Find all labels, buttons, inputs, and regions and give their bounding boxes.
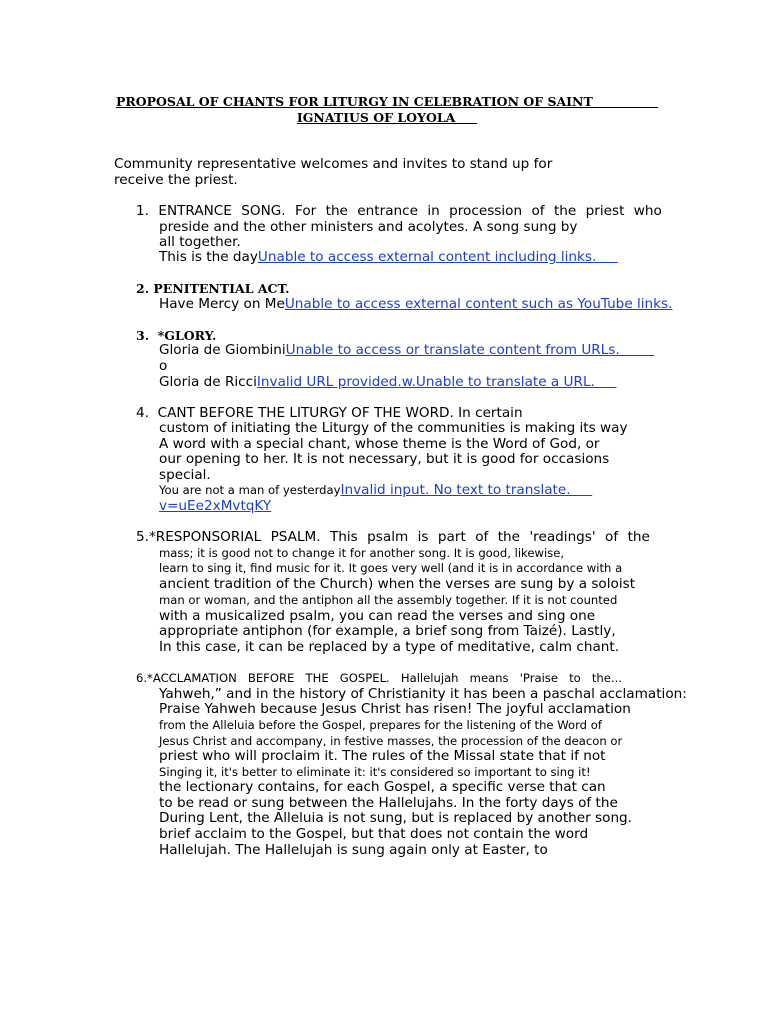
- psalm-text: mass; it is good not to change it for another song. It is good, likewise,: [159, 546, 565, 560]
- heading-word: This: [329, 529, 358, 545]
- penitential-act-row: [159, 296, 672, 312]
- heading-word: For: [294, 203, 317, 219]
- heading-word: the: [325, 203, 348, 219]
- intro-line-1: Community representative welcomes and invites to stand up for: [114, 156, 553, 172]
- cant-text: our opening to her. It is not necessary, but it is good for occasions: [159, 451, 610, 467]
- heading-word: 5.*RESPONSORIAL: [136, 529, 262, 545]
- heading-word: ENTRANCE: [158, 203, 232, 219]
- heading-word: BEFORE: [247, 671, 295, 685]
- heading-word: is: [417, 529, 429, 545]
- heading-word: 6.*ACCLAMATION: [136, 671, 237, 685]
- entrance-song-title-row: [159, 249, 618, 265]
- heading-word: Hallelujah: [400, 671, 459, 685]
- cant-song-row: [159, 482, 592, 498]
- acclamation-text: Praise Yahweh because Jesus Christ has risen! The joyful acclamation: [159, 701, 631, 717]
- heading-word: of: [531, 203, 545, 219]
- acclamation-text: to be read or sung between the Hallelujahs. In the forty days of the: [159, 795, 618, 811]
- heading-word: part: [437, 529, 466, 545]
- glory-song-row-2: [159, 374, 616, 390]
- heading-word: psalm: [367, 529, 409, 545]
- heading-word: who: [633, 203, 662, 219]
- psalm-heading: [136, 529, 650, 545]
- cant-text: special.: [159, 467, 211, 483]
- heading-word: the: [497, 529, 521, 545]
- acclamation-text: the lectionary contains, for each Gospel, a specific verse that can: [159, 779, 606, 795]
- entrance-song-text: preside and the other ministers and acolytes. A song sung by: [159, 219, 578, 235]
- psalm-text: learn to sing it, find music for it. It goes very well (and it is in accordance with a: [159, 561, 623, 575]
- cant-text: custom of initiating the Liturgy of the communities is making its way: [159, 420, 628, 436]
- heading-word: the: [553, 203, 577, 219]
- document-title-line-1: PROPOSAL OF CHANTS FOR LITURGY IN CELEBRATION OF SAINT: [115, 94, 659, 109]
- heading-word: of: [475, 529, 489, 545]
- psalm-text: appropriate antiphon (for example, a brief song from Taizé). Lastly,: [159, 623, 616, 639]
- cant-text: A word with a special chant, whose theme is the Word of God, or: [159, 436, 600, 452]
- entrance-song-heading: [136, 203, 662, 219]
- heading-word: priest: [585, 203, 625, 219]
- acclamation-text: During Lent, the Alleluia is not sung, but is replaced by another song.: [159, 810, 633, 826]
- cant-song: You are not a man of yesterday: [159, 483, 341, 497]
- heading-word: 'Praise: [519, 671, 558, 685]
- acclamation-text: priest who will proclaim it. The rules of the Missal state that if not: [159, 748, 606, 764]
- glory-song-2: Gloria de Ricci: [159, 374, 257, 390]
- cant-link-continued[interactable]: v=uEe2xMvtqKY: [159, 498, 272, 514]
- penitential-act-song: Have Mercy on Me: [159, 296, 285, 312]
- heading-word: 'readings': [529, 529, 596, 545]
- heading-word: entrance: [357, 203, 418, 219]
- heading-word: in: [427, 203, 440, 219]
- psalm-text: with a musicalized psalm, you can read the verses and sing one: [159, 608, 596, 624]
- entrance-song-text: all together.: [159, 234, 241, 250]
- heading-word: of: [605, 529, 619, 545]
- glory-link-2[interactable]: Invalid URL provided.w.Unable to translate a URL.: [256, 374, 617, 390]
- heading-word: procession: [449, 203, 523, 219]
- heading-word: PSALM.: [270, 529, 321, 545]
- acclamation-text: brief acclaim to the Gospel, but that does not contain the word: [159, 826, 589, 842]
- glory-heading: 3. *GLORY.: [136, 328, 217, 343]
- entrance-song-title: This is the day: [159, 249, 258, 265]
- intro-line-2: receive the priest.: [114, 172, 238, 188]
- acclamation-text: Yahweh,” and in the history of Christianity it has been a paschal acclamation:: [159, 686, 687, 702]
- heading-word: SONG.: [241, 203, 286, 219]
- acclamation-text: Hallelujah. The Hallelujah is sung again only at Easter, to: [159, 842, 548, 858]
- heading-word: GOSPEL.: [339, 671, 390, 685]
- psalm-text: In this case, it can be replaced by a type of meditative, calm chant.: [159, 639, 620, 655]
- cant-link[interactable]: Invalid input. No text to translate.: [340, 482, 593, 498]
- heading-word: the: [627, 529, 650, 545]
- document-title-line-2: IGNATIUS OF LOYOLA: [296, 110, 478, 125]
- heading-word: means: [469, 671, 509, 685]
- cant-heading: 4. CANT BEFORE THE LITURGY OF THE WORD. In certain: [136, 405, 523, 421]
- glory-link-1[interactable]: Unable to access or translate content from URLs.: [285, 342, 655, 358]
- glory-or: o: [159, 358, 168, 374]
- glory-song-1: Gloria de Giombini: [159, 342, 286, 358]
- penitential-act-link[interactable]: Unable to access external content such as YouTube links.: [284, 296, 673, 312]
- heading-word: 1.: [136, 203, 149, 219]
- heading-word: the...: [591, 671, 622, 685]
- entrance-song-link[interactable]: Unable to access external content including links.: [257, 249, 618, 265]
- psalm-text: ancient tradition of the Church) when the verses are sung by a soloist: [159, 576, 636, 592]
- glory-song-row-1: [159, 342, 654, 358]
- acclamation-heading: [136, 670, 622, 686]
- acclamation-text: Singing it, it's better to eliminate it: it's considered so important to sing it!: [159, 765, 591, 779]
- acclamation-text: from the Alleluia before the Gospel, prepares for the listening of the Word of: [159, 718, 602, 732]
- heading-word: THE: [305, 671, 329, 685]
- acclamation-text: Jesus Christ and accompany, in festive masses, the procession of the deacon or: [159, 734, 623, 748]
- heading-word: to: [569, 671, 581, 685]
- psalm-text: man or woman, and the antiphon all the assembly together. If it is not counted: [159, 593, 618, 607]
- penitential-act-heading: 2. PENITENTIAL ACT.: [136, 281, 290, 296]
